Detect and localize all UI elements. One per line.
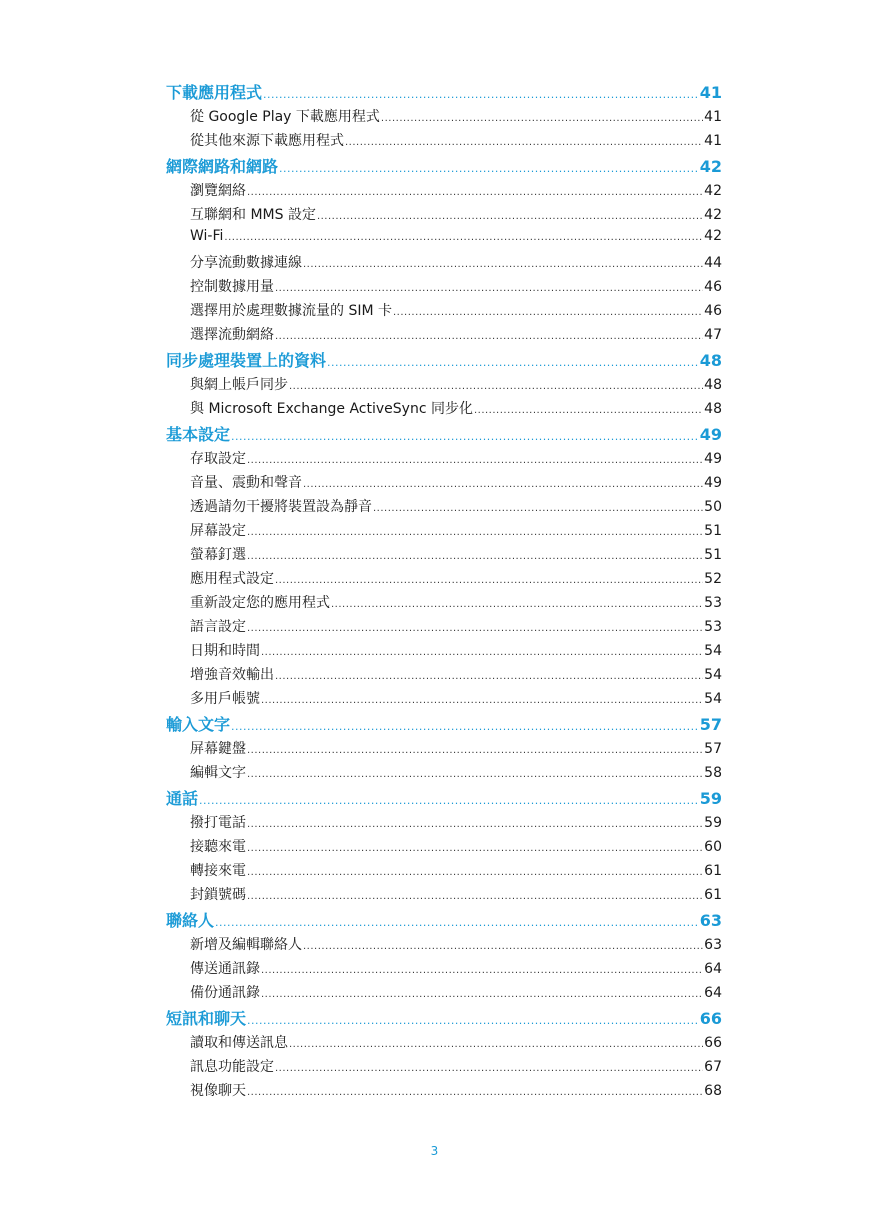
entry-title: 選擇用於處理數據流量的 SIM 卡 <box>190 303 392 319</box>
dot-leader <box>261 695 703 706</box>
dot-leader <box>247 843 703 854</box>
dot-leader <box>247 187 703 198</box>
entry-page-number: 63 <box>704 937 722 953</box>
toc-entry[interactable] <box>166 204 722 228</box>
toc-section <box>166 908 722 1006</box>
section-title: 同步處理裝置上的資料 <box>166 351 327 370</box>
entry-page-number: 41 <box>704 133 722 149</box>
entry-page-number: 67 <box>704 1059 722 1075</box>
entry-page-number: 51 <box>704 547 722 563</box>
entry-title: 多用戶帳號 <box>190 691 260 707</box>
toc-section-heading[interactable] <box>166 1006 722 1032</box>
entry-page-number: 46 <box>704 279 722 295</box>
entry-page-number: 48 <box>704 377 722 393</box>
entry-title: 選擇流動網絡 <box>190 327 274 343</box>
entry-title: 重新設定您的應用程式 <box>190 595 330 611</box>
dot-leader <box>247 1014 699 1027</box>
entry-page-number: 57 <box>704 741 722 757</box>
dot-leader <box>289 1039 703 1050</box>
dot-leader <box>261 989 703 1000</box>
section-page-number: 42 <box>699 157 722 176</box>
toc-section-heading[interactable] <box>166 712 722 738</box>
dot-leader <box>279 162 699 175</box>
section-page-number: 59 <box>699 789 722 808</box>
dot-leader <box>275 575 703 586</box>
section-page-number: 66 <box>699 1009 722 1028</box>
toc-section-heading[interactable] <box>166 348 722 374</box>
entry-title: 增強音效輸出 <box>190 667 274 683</box>
toc-entry[interactable] <box>166 616 722 640</box>
entry-page-number: 52 <box>704 571 722 587</box>
entry-title: 瀏覽網絡 <box>190 183 246 199</box>
entry-title: 視像聊天 <box>190 1083 246 1099</box>
entry-page-number: 46 <box>704 303 722 319</box>
entry-title: 屏幕設定 <box>190 523 246 539</box>
section-page-number: 49 <box>699 425 722 444</box>
toc-section-heading[interactable] <box>166 908 722 934</box>
dot-leader <box>231 720 699 733</box>
entry-page-number: 44 <box>704 255 722 271</box>
toc-entry[interactable] <box>166 300 722 324</box>
toc-entry[interactable] <box>166 252 722 276</box>
section-page-number: 63 <box>699 911 722 930</box>
toc-entry[interactable] <box>166 982 722 1006</box>
toc-entry[interactable] <box>166 130 722 154</box>
entry-title: 從 Google Play 下載應用程式 <box>190 109 380 125</box>
entry-page-number: 41 <box>704 109 722 125</box>
entry-title: 應用程式設定 <box>190 571 274 587</box>
dot-leader <box>247 527 703 538</box>
dot-leader <box>275 671 703 682</box>
entry-title: 接聽來電 <box>190 839 246 855</box>
toc-entry[interactable] <box>166 276 722 300</box>
entry-title: 與 Microsoft Exchange ActiveSync 同步化 <box>190 401 473 417</box>
dot-leader <box>247 819 703 830</box>
dot-leader <box>289 381 703 392</box>
dot-leader <box>247 455 703 466</box>
dot-leader <box>381 113 703 124</box>
entry-page-number: 47 <box>704 327 722 343</box>
entry-page-number: 50 <box>704 499 722 515</box>
toc-entry[interactable] <box>166 544 722 568</box>
dot-leader <box>247 769 703 780</box>
entry-title: 讀取和傳送訊息 <box>190 1035 288 1051</box>
toc-entry[interactable] <box>166 568 722 592</box>
table-of-contents <box>166 80 722 1104</box>
page-number: 3 <box>430 1144 439 1158</box>
dot-leader <box>224 232 703 243</box>
entry-page-number: 53 <box>704 619 722 635</box>
toc-section <box>166 786 722 908</box>
entry-title: 日期和時間 <box>190 643 260 659</box>
entry-page-number: 49 <box>704 451 722 467</box>
entry-title: 傳送通訊錄 <box>190 961 260 977</box>
section-page-number: 48 <box>699 351 722 370</box>
entry-title: 封鎖號碼 <box>190 887 246 903</box>
toc-entry[interactable] <box>166 398 722 422</box>
entry-page-number: 59 <box>704 815 722 831</box>
toc-entry[interactable] <box>166 374 722 398</box>
dot-leader <box>331 599 703 610</box>
dot-leader <box>303 941 703 952</box>
entry-page-number: 64 <box>704 985 722 1001</box>
dot-leader <box>474 405 703 416</box>
dot-leader <box>303 479 703 490</box>
entry-title: 互聯網和 MMS 設定 <box>190 207 316 223</box>
entry-page-number: 64 <box>704 961 722 977</box>
entry-page-number: 58 <box>704 765 722 781</box>
toc-entry[interactable] <box>166 592 722 616</box>
entry-page-number: 42 <box>704 183 722 199</box>
toc-section <box>166 80 722 154</box>
toc-section-heading[interactable] <box>166 80 722 106</box>
toc-entry[interactable] <box>166 836 722 860</box>
entry-title: 分享流動數據連線 <box>190 255 302 271</box>
entry-page-number: 49 <box>704 475 722 491</box>
entry-title: 透過請勿干擾將裝置設為靜音 <box>190 499 372 515</box>
entry-title: 新增及編輯聯絡人 <box>190 937 302 953</box>
toc-section <box>166 348 722 422</box>
section-title: 短訊和聊天 <box>166 1009 247 1028</box>
dot-leader <box>231 430 699 443</box>
toc-entry[interactable] <box>166 1080 722 1104</box>
toc-section-heading[interactable] <box>166 786 722 812</box>
entry-title: 轉接來電 <box>190 863 246 879</box>
toc-entry[interactable] <box>166 180 722 204</box>
dot-leader <box>261 965 703 976</box>
toc-section <box>166 712 722 786</box>
entry-page-number: 60 <box>704 839 722 855</box>
entry-title: 屏幕鍵盤 <box>190 741 246 757</box>
section-title: 基本設定 <box>166 425 231 444</box>
entry-page-number: 61 <box>704 863 722 879</box>
dot-leader <box>199 794 699 807</box>
dot-leader <box>373 503 703 514</box>
section-title: 輸入文字 <box>166 715 231 734</box>
dot-leader <box>247 745 703 756</box>
entry-title: 控制數據用量 <box>190 279 274 295</box>
entry-page-number: 61 <box>704 887 722 903</box>
entry-title: 訊息功能設定 <box>190 1059 274 1075</box>
section-title: 聯絡人 <box>166 911 215 930</box>
toc-section-heading[interactable] <box>166 154 722 180</box>
entry-title: 備份通訊錄 <box>190 985 260 1001</box>
dot-leader <box>247 1087 703 1098</box>
dot-leader <box>247 867 703 878</box>
dot-leader <box>345 137 703 148</box>
entry-title: 螢幕釘選 <box>190 547 246 563</box>
toc-entry[interactable] <box>166 640 722 664</box>
entry-page-number: 54 <box>704 643 722 659</box>
toc-entry[interactable] <box>166 884 722 908</box>
dot-leader <box>303 259 703 270</box>
toc-entry[interactable] <box>166 1032 722 1056</box>
dot-leader <box>327 356 699 369</box>
section-title: 網際網路和網路 <box>166 157 279 176</box>
toc-section-heading[interactable] <box>166 422 722 448</box>
entry-page-number: 48 <box>704 401 722 417</box>
dot-leader <box>275 283 703 294</box>
toc-entry[interactable] <box>166 688 722 712</box>
toc-entry[interactable] <box>166 496 722 520</box>
dot-leader <box>247 623 703 634</box>
toc-entry[interactable] <box>166 448 722 472</box>
entry-page-number: 68 <box>704 1083 722 1099</box>
entry-title: 存取設定 <box>190 451 246 467</box>
dot-leader <box>247 891 703 902</box>
toc-entry[interactable] <box>166 228 722 252</box>
entry-page-number: 66 <box>704 1035 722 1051</box>
dot-leader <box>275 331 703 342</box>
entry-title: 與網上帳戶同步 <box>190 377 288 393</box>
entry-title: 編輯文字 <box>190 765 246 781</box>
section-page-number: 41 <box>699 83 722 102</box>
dot-leader <box>263 88 699 101</box>
dot-leader <box>261 647 703 658</box>
toc-entry[interactable] <box>166 860 722 884</box>
toc-entry[interactable] <box>166 106 722 130</box>
dot-leader <box>275 1063 703 1074</box>
toc-section <box>166 154 722 348</box>
section-page-number: 57 <box>699 715 722 734</box>
toc-entry[interactable] <box>166 664 722 688</box>
toc-section <box>166 422 722 712</box>
entry-page-number: 42 <box>704 228 722 244</box>
dot-leader <box>215 916 699 929</box>
toc-entry[interactable] <box>166 1056 722 1080</box>
entry-title: 撥打電話 <box>190 815 246 831</box>
toc-entry[interactable] <box>166 812 722 836</box>
entry-title: 從其他來源下載應用程式 <box>190 133 344 149</box>
entry-page-number: 54 <box>704 667 722 683</box>
toc-entry[interactable] <box>166 472 722 496</box>
section-title: 通話 <box>166 789 199 808</box>
toc-section <box>166 1006 722 1104</box>
entry-page-number: 53 <box>704 595 722 611</box>
entry-title: 音量、震動和聲音 <box>190 475 302 491</box>
dot-leader <box>247 551 703 562</box>
toc-entry[interactable] <box>166 324 722 348</box>
entry-page-number: 54 <box>704 691 722 707</box>
toc-entry[interactable] <box>166 958 722 982</box>
entry-title: Wi-Fi <box>190 228 224 244</box>
entry-page-number: 51 <box>704 523 722 539</box>
toc-entry[interactable] <box>166 738 722 762</box>
entry-page-number: 42 <box>704 207 722 223</box>
entry-title: 語言設定 <box>190 619 246 635</box>
toc-entry[interactable] <box>166 520 722 544</box>
dot-leader <box>393 307 703 318</box>
toc-entry[interactable] <box>166 762 722 786</box>
section-title: 下載應用程式 <box>166 83 263 102</box>
dot-leader <box>317 211 703 222</box>
toc-entry[interactable] <box>166 934 722 958</box>
